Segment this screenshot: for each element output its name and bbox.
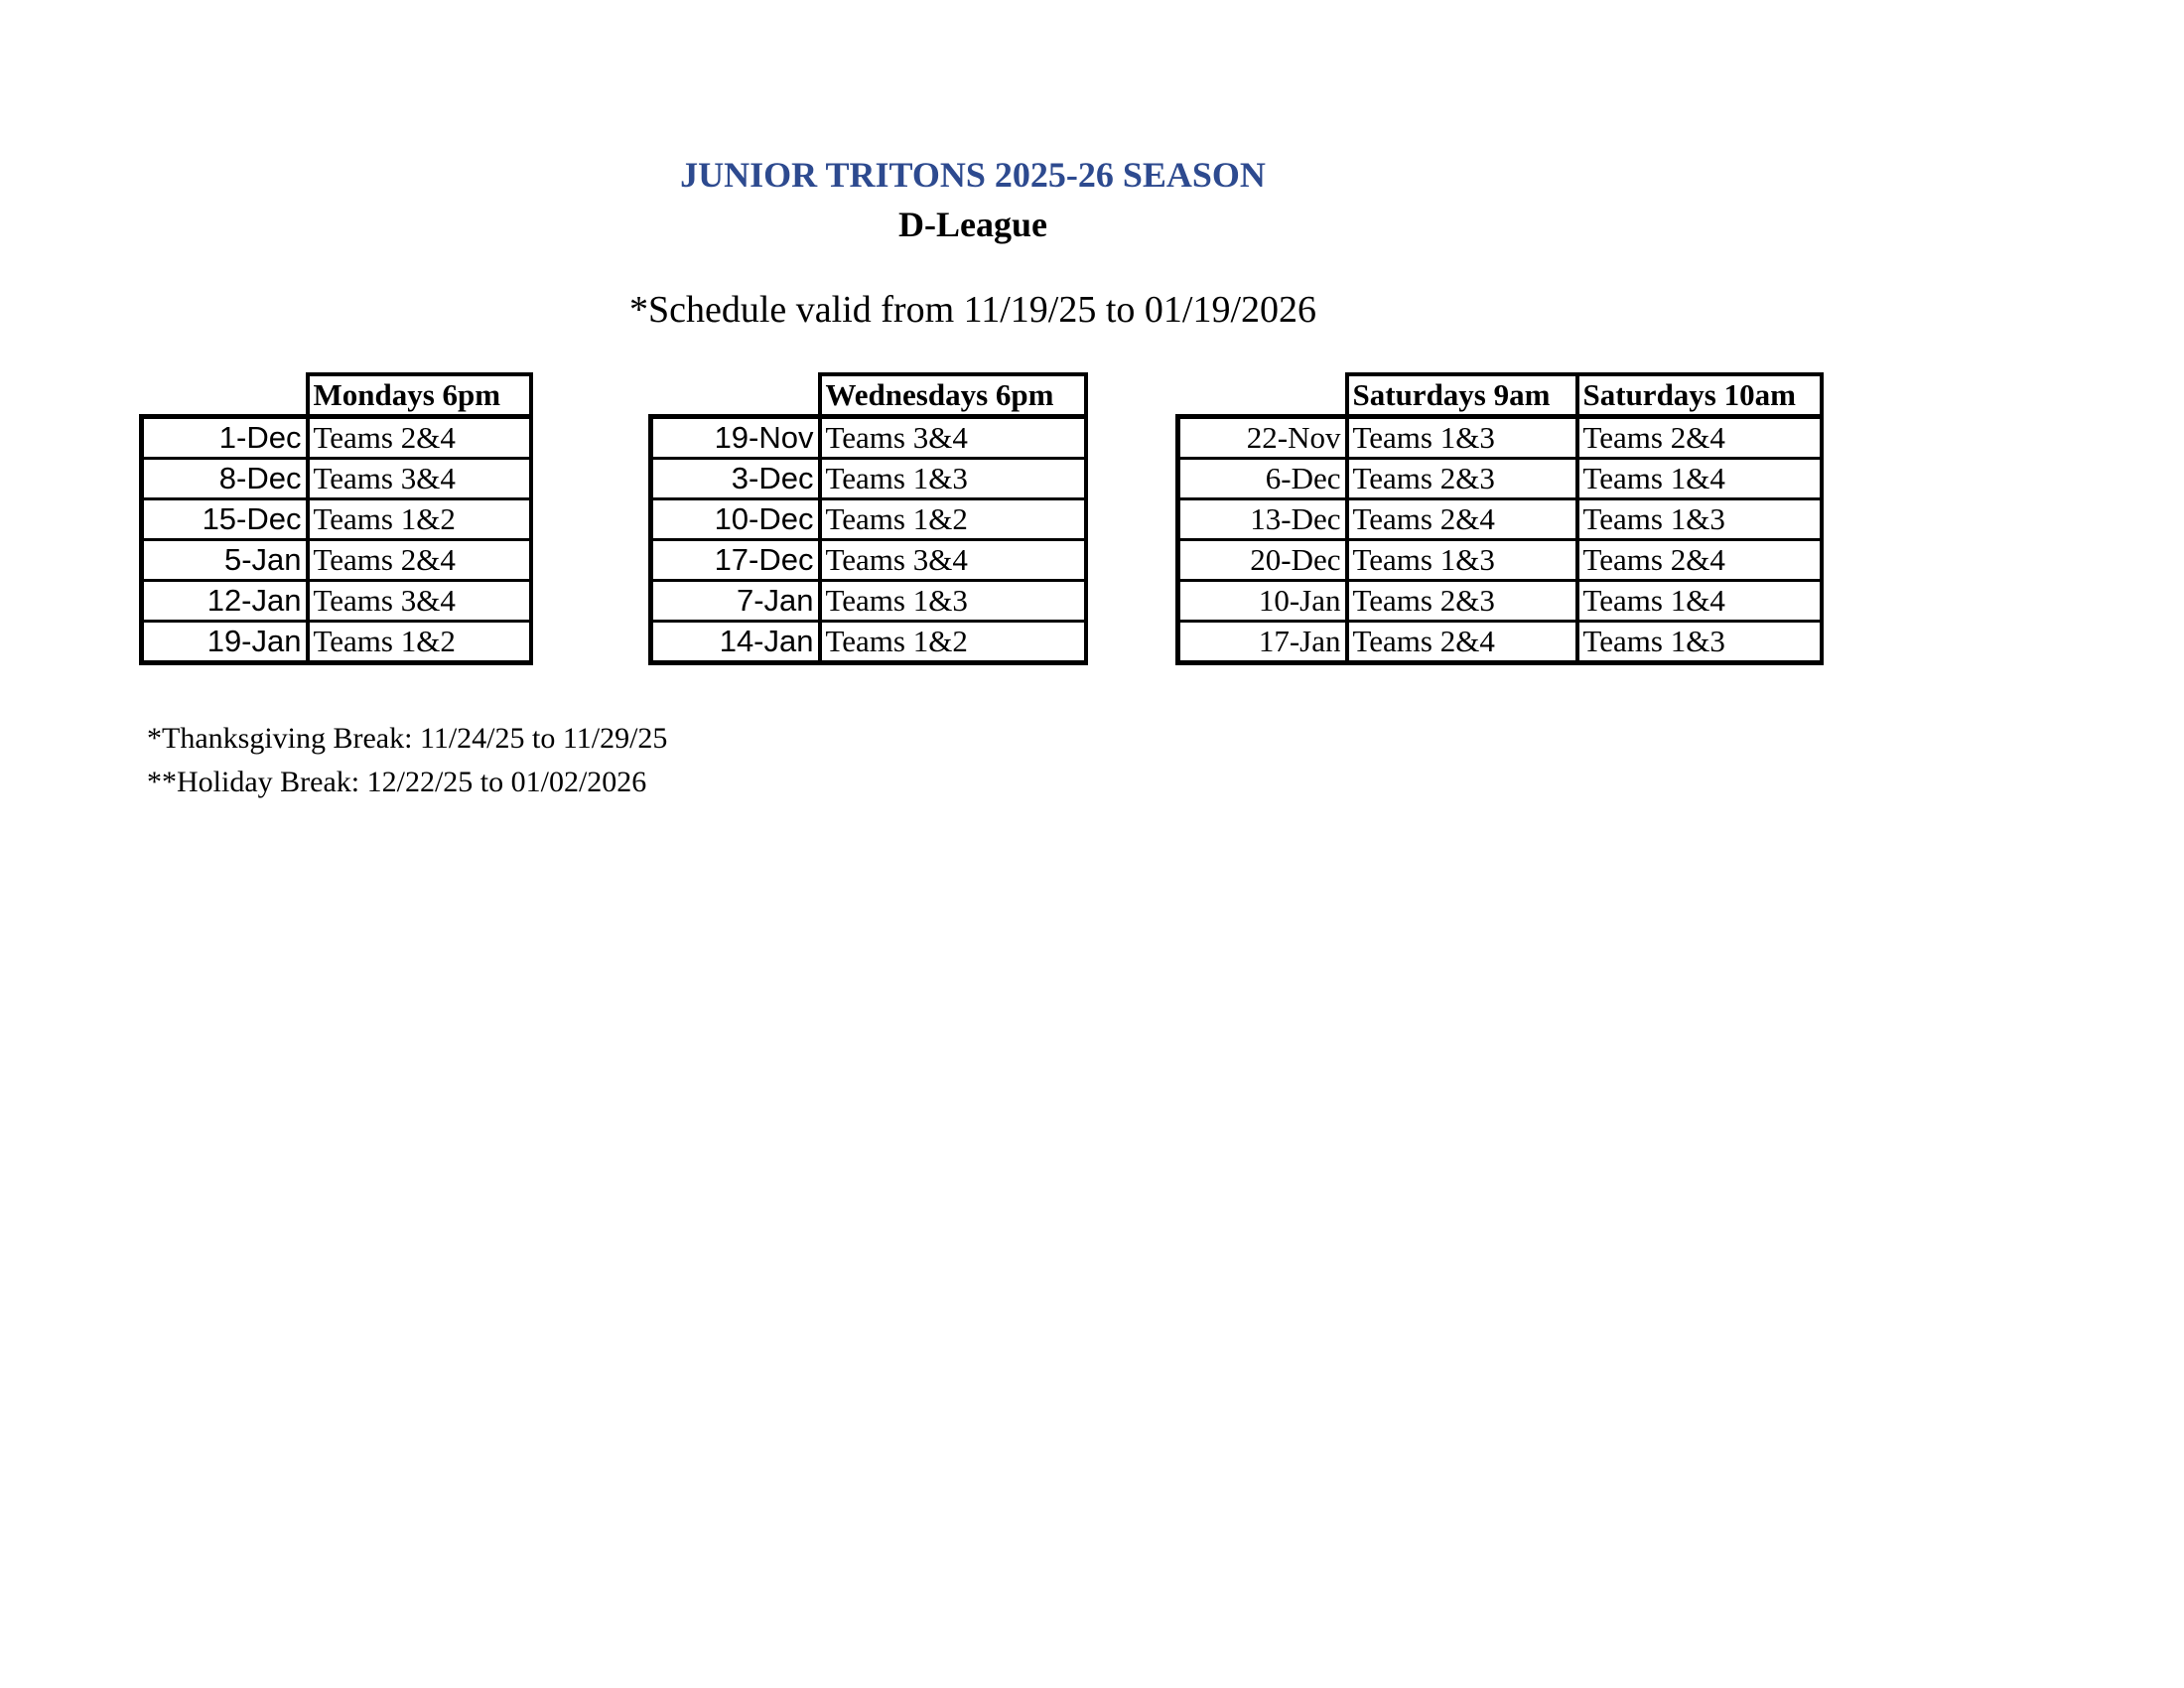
teams-cell: Teams 1&3	[820, 459, 1086, 499]
table-row	[651, 581, 1086, 622]
date-cell: 6-Dec	[1178, 459, 1347, 499]
table-row	[1178, 581, 1822, 622]
saturday-10am-header: Saturdays 10am	[1577, 374, 1822, 417]
date-cell: 12-Jan	[142, 581, 308, 622]
document-title: JUNIOR TRITONS 2025-26 SEASON	[680, 155, 1266, 195]
date-cell: 20-Dec	[1178, 540, 1347, 581]
table-row	[651, 459, 1086, 499]
table-row	[1178, 540, 1822, 581]
date-cell: 17-Jan	[1178, 622, 1347, 663]
wednesday-header: Wednesdays 6pm	[820, 374, 1086, 417]
date-cell: 5-Jan	[142, 540, 308, 581]
blank-header-cell	[1178, 374, 1347, 417]
break-notes	[147, 717, 667, 804]
teams-cell: Teams 1&3	[820, 581, 1086, 622]
date-cell: 19-Jan	[142, 622, 308, 663]
holiday-break-note: **Holiday Break: 12/22/25 to 01/02/2026	[147, 766, 647, 798]
table-row	[1178, 459, 1822, 499]
table-row	[142, 581, 531, 622]
date-cell: 19-Nov	[651, 417, 820, 459]
date-cell: 8-Dec	[142, 459, 308, 499]
teams-cell: Teams 3&4	[820, 417, 1086, 459]
table-row	[1178, 622, 1822, 663]
table-row	[651, 622, 1086, 663]
table-row	[142, 622, 531, 663]
teams-cell: Teams 1&2	[308, 622, 531, 663]
date-cell: 10-Dec	[651, 499, 820, 540]
league-subtitle: D-League	[898, 205, 1047, 244]
teams-10am-cell: Teams 2&4	[1577, 540, 1822, 581]
saturday-9am-header: Saturdays 9am	[1347, 374, 1577, 417]
date-cell: 15-Dec	[142, 499, 308, 540]
blank-header-cell	[142, 374, 308, 417]
blank-header-cell	[651, 374, 820, 417]
teams-9am-cell: Teams 2&3	[1347, 581, 1577, 622]
table-row	[651, 417, 1086, 459]
table-row	[142, 459, 531, 499]
table-row	[1178, 499, 1822, 540]
date-cell: 3-Dec	[651, 459, 820, 499]
teams-10am-cell: Teams 2&4	[1577, 417, 1822, 459]
table-row	[142, 540, 531, 581]
date-cell: 1-Dec	[142, 417, 308, 459]
teams-10am-cell: Teams 1&4	[1577, 459, 1822, 499]
thanksgiving-break-note: *Thanksgiving Break: 11/24/25 to 11/29/25	[147, 722, 668, 755]
date-cell: 17-Dec	[651, 540, 820, 581]
teams-10am-cell: Teams 1&3	[1577, 499, 1822, 540]
teams-cell: Teams 1&2	[308, 499, 531, 540]
date-cell: 14-Jan	[651, 622, 820, 663]
date-cell: 13-Dec	[1178, 499, 1347, 540]
teams-cell: Teams 3&4	[820, 540, 1086, 581]
table-row	[1178, 417, 1822, 459]
teams-cell: Teams 3&4	[308, 459, 531, 499]
teams-9am-cell: Teams 1&3	[1347, 417, 1577, 459]
teams-9am-cell: Teams 1&3	[1347, 540, 1577, 581]
date-cell: 7-Jan	[651, 581, 820, 622]
table-row	[651, 499, 1086, 540]
teams-9am-cell: Teams 2&4	[1347, 499, 1577, 540]
schedule-validity-note: *Schedule valid from 11/19/25 to 01/19/2026	[628, 289, 1316, 331]
teams-9am-cell: Teams 2&4	[1347, 622, 1577, 663]
teams-cell: Teams 1&2	[820, 499, 1086, 540]
monday-schedule-table	[139, 372, 533, 665]
date-cell: 22-Nov	[1178, 417, 1347, 459]
wednesday-schedule-table	[648, 372, 1088, 665]
table-row	[142, 417, 531, 459]
table-row	[142, 499, 531, 540]
teams-cell: Teams 2&4	[308, 417, 531, 459]
table-row	[651, 540, 1086, 581]
date-cell: 10-Jan	[1178, 581, 1347, 622]
teams-cell: Teams 3&4	[308, 581, 531, 622]
teams-cell: Teams 2&4	[308, 540, 531, 581]
teams-9am-cell: Teams 2&3	[1347, 459, 1577, 499]
teams-10am-cell: Teams 1&3	[1577, 622, 1822, 663]
monday-header: Mondays 6pm	[308, 374, 531, 417]
teams-cell: Teams 1&2	[820, 622, 1086, 663]
saturday-schedule-table	[1175, 372, 1824, 665]
teams-10am-cell: Teams 1&4	[1577, 581, 1822, 622]
